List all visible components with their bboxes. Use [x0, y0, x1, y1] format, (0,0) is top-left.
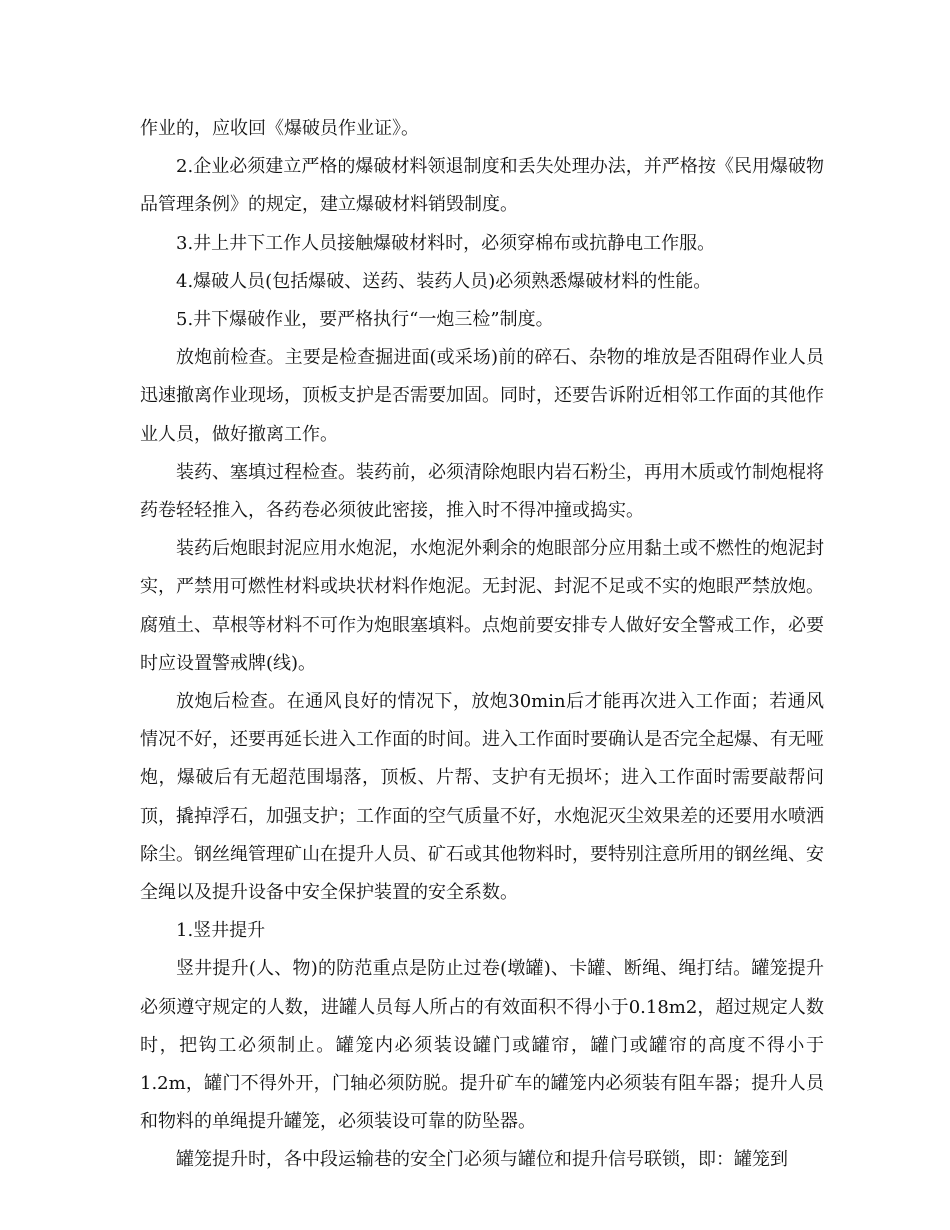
paragraph-11: 罐笼提升时，各中段运输巷的安全门必须与罐位和提升信号联锁，即：罐笼到 [176, 1149, 788, 1171]
paragraph-4: 5.井下爆破作业，要严格执行“一炮三检”制度。 [176, 309, 554, 331]
paragraph-10: 竖井提升(人、物)的防范重点是防止过卷(墩罐)、卡罐、断绳、绳打结。罐笼提升必须遵守规定的人数，进罐人员每人所占的有效面积不得小于0.18m2，超过规定人数时，把钩工必须制止。罐笼内必须装设罐门或罐帘，罐门或罐帘的高度不得小于1.2m，罐门不得外开，门轴必须防脱。提升矿车的罐笼内必须装有阻车器；提升人员和物料的单绳提升罐笼，必须装设可靠的防坠器。 [140, 958, 824, 1133]
paragraph-7: 装药后炮眼封泥应用水炮泥，水炮泥外剩余的炮眼部分应用黏土或不燃性的炮泥封实，严禁用可燃性材料或块状材料作炮泥。无封泥、封泥不足或不实的炮眼严禁放炮。腐殖土、草根等材料不可作为炮眼塞填料。点炮前要安排专人做好安全警戒工作，必要时应设置警戒牌(线)。 [140, 538, 824, 674]
document-body [140, 110, 824, 1180]
paragraph-2: 3.井上井下工作人员接触爆破材料时，必须穿棉布或抗静电工作服。 [176, 232, 716, 254]
paragraph-1: 2.企业必须建立严格的爆破材料领退制度和丢失处理办法，并严格按《民用爆破物品管理条例》的规定，建立爆破材料销毁制度。 [140, 156, 824, 216]
paragraph-3: 4.爆破人员(包括爆破、送药、装药人员)必须熟悉爆破材料的性能。 [176, 270, 712, 292]
paragraph-5: 放炮前检查。主要是检查掘进面(或采场)前的碎石、杂物的堆放是否阻碍作业人员迅速撤离作业现场，顶板支护是否需要加固。同时，还要告诉附近相邻工作面的其他作业人员，做好撤离工作。 [140, 347, 824, 445]
paragraph-0: 作业的，应收回《爆破员作业证》。 [140, 118, 419, 139]
paragraph-6: 装药、塞填过程检查。装药前，必须清除炮眼内岩石粉尘，再用木质或竹制炮棍将药卷轻轻推入，各药卷必须彼此密接，推入时不得冲撞或捣实。 [140, 461, 824, 522]
section-heading: 1.竖井提升 [176, 920, 266, 942]
paragraph-8: 放炮后检查。在通风良好的情况下，放炮30min后才能再次进入工作面；若通风情况不好，还要再延长进入工作面的时间。进入工作面时要确认是否完全起爆、有无哑炮，爆破后有无超范围塌落，顶板、片帮、支护有无损坏；进入工作面时需要敲帮问顶，撬掉浮石，加强支护；工作面的空气质量不好，水炮泥灭尘效果差的还要用水喷洒除尘。钢丝绳管理矿山在提升人员、矿石或其他物料时，要特别注意所用的钢丝绳、安全绳以及提升设备中安全保护装置的安全系数。 [140, 691, 824, 904]
